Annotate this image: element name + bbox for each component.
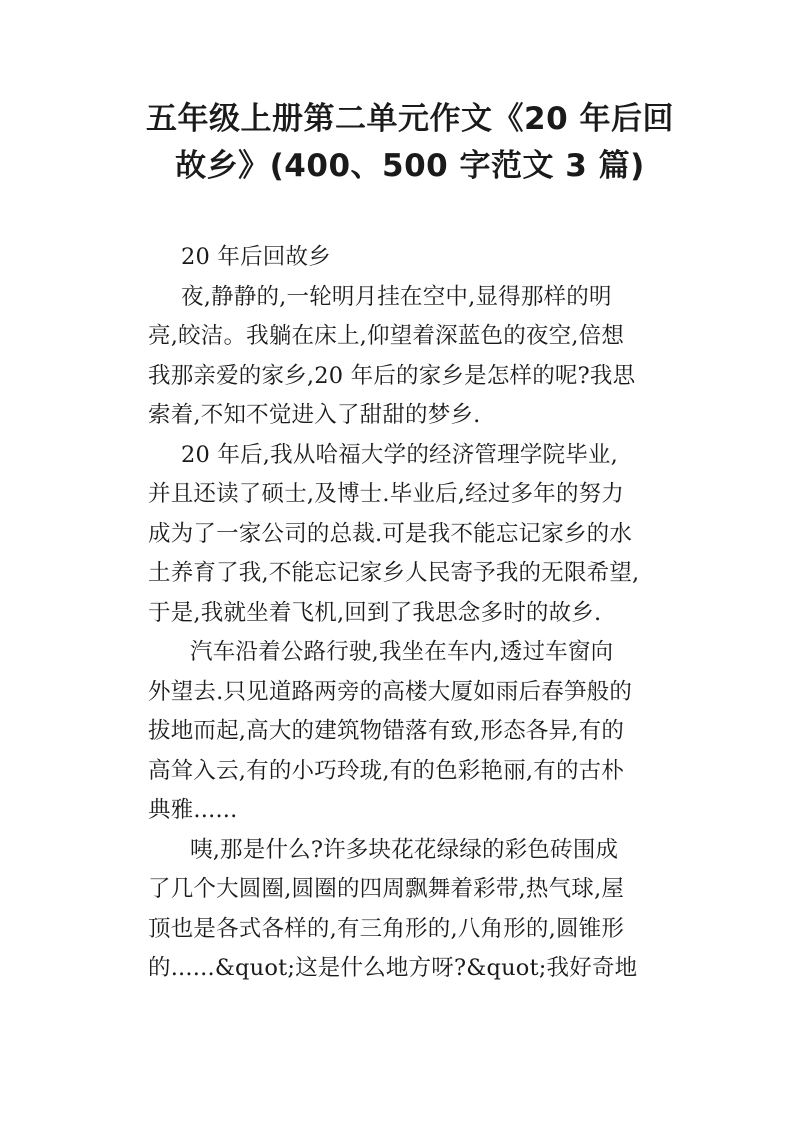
body-text-line: 高耸入云,有的小巧玲珑,有的色彩艳丽,有的古朴 xyxy=(148,757,625,784)
body-text-line: 我那亲爱的家乡,20 年后的家乡是怎样的呢?我思 xyxy=(148,362,636,389)
body-text-line: 20 年后回故乡 xyxy=(181,244,331,270)
body-text-line: 20 年后,我从哈福大学的经济管理学院毕业, xyxy=(181,441,618,468)
body-text-line: 典雅...... xyxy=(148,797,238,823)
body-text-line: 汽车沿着公路行驶,我坐在车内,透过车窗向 xyxy=(190,639,614,665)
body-text-line: 了几个大圆圈,圆圈的四周飘舞着彩带,热气球,屋 xyxy=(148,876,625,902)
body-text-line: 咦,那是什么?许多块花花绿绿的彩色砖围成 xyxy=(190,836,619,863)
body-text-line: 的......&quot;这是什么地方呀?&quot;我好奇地 xyxy=(148,955,638,981)
body-text-line: 顶也是各式各样的,有三角形的,八角形的,圆锥形 xyxy=(148,915,625,942)
body-text-line: 拔地而起,高大的建筑物错落有致,形态各异,有的 xyxy=(148,718,625,744)
title-line-2: 故乡》(400、500 字范文 3 篇) xyxy=(175,148,645,184)
body-text-line: 成为了一家公司的总裁.可是我不能忘记家乡的水 xyxy=(148,520,633,547)
body-text-line: 并且还读了硕士,及博士.毕业后,经过多年的努力 xyxy=(148,481,625,507)
body-text-line: 亮,皎洁。我躺在床上,仰望着深蓝色的夜空,倍想 xyxy=(148,323,625,349)
body-text-line: 外望去.只见道路两旁的高楼大厦如雨后春笋般的 xyxy=(148,678,633,705)
body-text-line: 土养育了我,不能忘记家乡人民寄予我的无限希望, xyxy=(148,560,640,586)
document-title xyxy=(110,96,710,190)
body-text-line: 于是,我就坐着飞机,回到了我思念多时的故乡. xyxy=(148,599,602,626)
body-text-line: 夜,静静的,一轮明月挂在空中,显得那样的明 xyxy=(181,283,612,310)
document-body xyxy=(148,238,668,989)
title-line-1: 五年级上册第二单元作文《20 年后回 xyxy=(146,101,674,137)
body-text-line: 索着,不知不觉进入了甜甜的梦乡. xyxy=(148,402,481,428)
